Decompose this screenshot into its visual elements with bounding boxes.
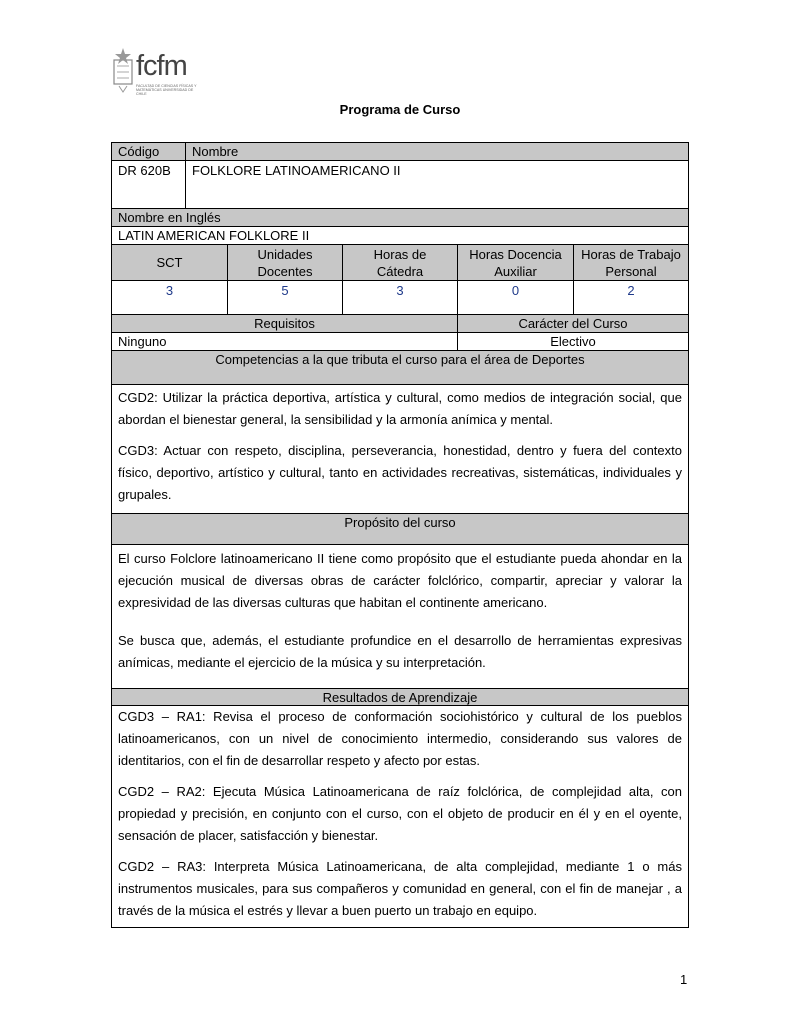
hours-value-catedra: 3 <box>343 281 458 315</box>
nombre-value: FOLKLORE LATINOAMERICANO II <box>186 161 688 209</box>
hours-header-personal-text: Horas de Trabajo Personal <box>581 246 681 279</box>
hours-value-auxiliar: 0 <box>458 281 574 315</box>
hours-value-personal: 2 <box>574 281 688 315</box>
hours-value-unidades: 5 <box>228 281 343 315</box>
competencias-body <box>112 385 688 513</box>
competencias-heading: Competencias a la que tributa el curso para el área de Deportes <box>112 351 688 385</box>
proposito-body <box>112 546 688 688</box>
requisitos-value: Ninguno <box>112 333 458 351</box>
competencia-item: CGD3: Actuar con respeto, disciplina, perseverancia, honestidad, dentro y fuera del contexto físico, deportivo, artístico y cultural, tanto en actividades recreativas, sistemáticas, individuales y grupales. <box>118 443 682 502</box>
nombre-ingles-label: Nombre en Inglés <box>112 209 688 227</box>
hours-header-catedra <box>343 245 458 281</box>
university-crest-logo <box>111 46 135 96</box>
hours-header-unidades <box>228 245 343 281</box>
resultado-item: CGD3 – RA1: Revisa el proceso de conformación sociohistórico y cultural de los pueblos latinoamericanos, con un nivel de conocimiento intermedio, considerando sus valores de identitarios, con el fin de desarrollar respeto y afecto por estas. <box>118 709 682 768</box>
resultado-item: CGD2 – RA2: Ejecuta Música Latinoamericana de raíz folclórica, de complejidad alta, con propiedad y precisión, en conjunto con el curso, con el objeto de producir en él y en el oyente, sensación de placer, satisfacción y bienestar. <box>118 784 682 843</box>
resultados-body <box>112 706 688 926</box>
caracter-value: Electivo <box>458 333 688 351</box>
codigo-label: Código <box>112 143 186 161</box>
hours-value-sct: 3 <box>112 281 228 315</box>
resultado-item: CGD2 – RA3: Interpreta Música Latinoamericana, de alta complejidad, mediante 1 o más instrumentos musicales, para sus compañeros y comunidad en general, con el fin de manejar , a través de la música el estrés y llevar a buen puerto un trabajo en equipo. <box>118 859 682 918</box>
proposito-paragraph: Se busca que, además, el estudiante profundice en el desarrollo de herramientas expresivas anímicas, mediante el ejercicio de la música y su interpretación. <box>118 633 682 670</box>
codigo-value: DR 620B <box>112 161 186 209</box>
course-table <box>111 142 689 928</box>
page-number: 1 <box>680 972 688 987</box>
proposito-paragraph: El curso Folclore latinoamericano II tiene como propósito que el estudiante pueda ahondar en la ejecución musical de diversas obras de carácter folclórico, compartir, apreciar y valorar la expresividad de las diversas culturas que habitan el continente americano. <box>118 551 682 610</box>
hours-header-catedra-text: Horas de Cátedra <box>373 246 427 279</box>
hours-header-auxiliar <box>458 245 574 281</box>
resultados-heading: Resultados de Aprendizaje <box>112 689 688 706</box>
logo-text: fcfm <box>136 50 187 82</box>
requisitos-label: Requisitos <box>112 315 458 333</box>
hours-header-sct-text: SCT <box>156 255 183 270</box>
logo-subtitle: FACULTAD DE CIENCIAS FÍSICAS Y MATEMÁTICAS UNIVERSIDAD DE CHILE <box>136 84 197 97</box>
caracter-label: Carácter del Curso <box>458 315 688 333</box>
competencia-item: CGD2: Utilizar la práctica deportiva, artística y cultural, como medios de integración social, que abordan el bienestar general, la sensibilidad y la armonía anímica y mental. <box>118 390 682 427</box>
hours-header-auxiliar-text: Horas Docencia Auxiliar <box>469 246 562 279</box>
nombre-ingles-value: LATIN AMERICAN FOLKLORE II <box>112 227 688 245</box>
hours-header-sct <box>112 245 228 281</box>
document-title: Programa de Curso <box>339 102 461 117</box>
proposito-heading: Propósito del curso <box>112 514 688 545</box>
hours-header-personal <box>574 245 688 281</box>
hours-header-unidades-text: Unidades Docentes <box>257 246 313 279</box>
nombre-label: Nombre <box>186 143 688 161</box>
